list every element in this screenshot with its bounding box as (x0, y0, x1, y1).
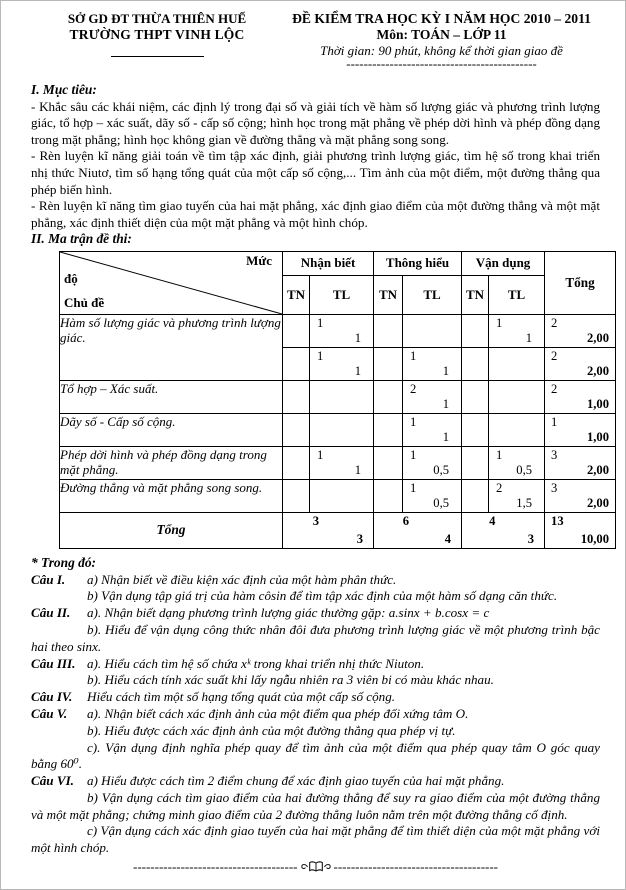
total-question-count: 13 (551, 513, 564, 528)
total-score-cell (374, 512, 462, 548)
question-note-line: Câu II. a). Nhận biết dạng phương trình lượng giác thường gặp: a.sinx + b.cosx = c (31, 605, 490, 621)
question-label: Câu IV. (31, 689, 73, 705)
total-question-count: 1 (551, 414, 558, 429)
score-cell (403, 479, 462, 512)
points-value: 1 (354, 462, 362, 477)
subject-line: Môn: TOÁN – LỚP 11 (376, 27, 507, 42)
corner-label-chu-de: Chủ đề (64, 294, 105, 310)
level-header: Vận dụng (462, 251, 545, 275)
table-row (60, 380, 616, 413)
score-cell (283, 413, 310, 446)
question-count: 1 (496, 315, 503, 330)
score-cell (462, 347, 489, 380)
topic-cell: Phép dời hình và phép đồng dạng trong mặt phẳng. (60, 446, 283, 479)
table-row (60, 413, 616, 446)
total-points-value: 2,00 (586, 462, 610, 477)
question-note-line: Câu III. a). Hiểu cách tìm hệ số chứa xᵏ trong khai triển nhị thức Niuton. (31, 655, 425, 671)
score-cell (374, 347, 403, 380)
document-header (31, 11, 600, 69)
corner-label-do: độ (64, 270, 78, 286)
score-cell (489, 446, 545, 479)
score-cell (489, 380, 545, 413)
total-question-count: 2 (551, 381, 558, 396)
total-points-value: 1,00 (586, 429, 610, 444)
score-cell (403, 446, 462, 479)
question-note-line: b) Vận dụng tập giá trị của hàm côsin để tìm tập xác định của một hàm số dạng căn thức. (87, 588, 558, 604)
score-cell (374, 314, 403, 347)
footer-ornament-line (31, 860, 600, 874)
score-cell (310, 446, 374, 479)
subcol-header-tn: TN (283, 275, 310, 314)
level-header: Thông hiểu (374, 251, 462, 275)
subcol-header-tl: TL (403, 275, 462, 314)
department-name: SỞ GD ĐT THỪA THIÊN HUẾ (67, 11, 247, 26)
score-cell (374, 413, 403, 446)
total-question-count: 3 (551, 480, 558, 495)
question-count: 2 (410, 381, 417, 396)
question-note-line: Câu VI. a) Hiểu được cách tìm 2 điểm chung để xác định giao tuyến của hai mặt phẳng. (31, 773, 505, 789)
points-value: 3 (527, 531, 535, 546)
score-cell (310, 380, 374, 413)
score-cell (403, 347, 462, 380)
total-row-label: Tổng (60, 512, 283, 548)
score-cell (462, 446, 489, 479)
score-cell (489, 413, 545, 446)
total-points-value: 1,00 (586, 396, 610, 411)
subcol-header-tl: TL (489, 275, 545, 314)
score-cell (283, 380, 310, 413)
topic-cell: Tổ hợp – Xác suất. (60, 380, 283, 413)
open-book-ornament-icon (299, 860, 333, 874)
question-count: 1 (317, 447, 324, 462)
question-count: 1 (410, 414, 417, 429)
score-cell (403, 413, 462, 446)
header-left-block (31, 11, 283, 69)
row-total-cell (545, 347, 616, 380)
points-value: 4 (444, 531, 452, 546)
total-question-count: 2 (551, 315, 558, 330)
points-value: 1 (354, 330, 362, 345)
section-objectives (31, 82, 600, 231)
section-objectives-title: I. Mục tiêu: (31, 82, 97, 97)
score-cell (374, 380, 403, 413)
total-points-value: 2,00 (586, 330, 610, 345)
header-right-divider: -------------------------------------------- (346, 56, 537, 71)
question-note-line: Câu I. a) Nhận biết về điều kiện xác định của một hàm phân thức. (31, 571, 397, 587)
header-left-divider (111, 56, 204, 57)
score-cell (462, 413, 489, 446)
question-label: Câu V. (31, 705, 68, 721)
points-value: 0,5 (433, 462, 450, 477)
topic-cell: Hàm số lượng giác và phương trình lượng giác. (60, 314, 283, 380)
score-cell (374, 446, 403, 479)
subcol-header-tl: TL (310, 275, 374, 314)
matrix-header-row (60, 251, 616, 275)
question-note-line: b). Hiểu cách tính xác suất khi lấy ngẫu nhiên ra 3 viên bi có màu khác nhau. (87, 672, 494, 688)
question-count: 1 (317, 315, 324, 330)
section-matrix-title: II. Ma trận đề thi: (31, 231, 132, 247)
footer-dashes-right: -------------------------------------- (333, 859, 499, 875)
points-value: 1 (442, 396, 450, 411)
points-value: 3 (356, 531, 364, 546)
score-cell (462, 479, 489, 512)
score-cell (462, 380, 489, 413)
question-note-line: b) Vận dụng cách tìm giao điểm của hai đường thẳng để suy ra giao điểm của một đường thẳng và một mặt phẳng; chứng minh giao điểm của 2 đường thẳng luôn nằm trên một đường thẳng cố định. (31, 789, 600, 822)
section-details-title: * Trong đó: (31, 554, 96, 570)
score-cell (403, 314, 462, 347)
table-total-row (60, 512, 616, 548)
points-value: 0,5 (516, 462, 533, 477)
score-cell (489, 347, 545, 380)
row-total-cell (545, 413, 616, 446)
question-note-line: c). Vận dụng định nghĩa phép quay để tìm ảnh của một điểm qua phép quay tâm O góc quay bằng 60⁰. (31, 739, 600, 772)
school-name: TRƯỜNG THPT VINH LỘC (69, 27, 245, 42)
question-count: 3 (312, 513, 319, 528)
question-note-line: Câu V. a). Nhận biết cách xác định ảnh của một điểm qua phép đối xứng tâm O. (31, 705, 469, 721)
score-cell (310, 314, 374, 347)
question-label: Câu VI. (31, 773, 74, 789)
score-cell (310, 347, 374, 380)
question-count: 4 (489, 513, 496, 528)
duration-line: Thời gian: 90 phút, không kể thời gian giao đề (320, 43, 563, 58)
question-count: 2 (496, 480, 503, 495)
row-total-cell (545, 446, 616, 479)
row-total-cell (545, 479, 616, 512)
points-value: 1,5 (516, 495, 533, 510)
question-label: Câu III. (31, 655, 76, 671)
row-total-cell (545, 314, 616, 347)
total-points-value: 2,00 (586, 363, 610, 378)
points-value: 1 (442, 363, 450, 378)
matrix-corner-cell (60, 251, 283, 314)
question-note-line: c) Vận dụng cách xác định giao tuyến của hai mặt phẳng để tìm thiết diện của một mặt phẳng với một hình chóp. (31, 823, 600, 856)
total-points-value: 2,00 (586, 495, 610, 510)
score-cell (489, 479, 545, 512)
score-cell (403, 380, 462, 413)
table-row (60, 314, 616, 347)
total-score-cell (283, 512, 374, 548)
topic-cell: Dãy số - Cấp số cộng. (60, 413, 283, 446)
question-note-line: b). Hiểu để vận dụng công thức nhân đôi đưa phương trình lượng giác về một phương trình bậc hai theo sinx. (31, 621, 600, 654)
points-value: 0,5 (433, 495, 450, 510)
score-cell (283, 479, 310, 512)
section-details (31, 555, 600, 857)
score-cell (310, 413, 374, 446)
points-value: 1 (354, 363, 362, 378)
points-value: 1 (442, 429, 450, 444)
total-points-value: 10,00 (580, 531, 610, 546)
question-count: 1 (496, 447, 503, 462)
corner-label-muc: Mức (246, 252, 272, 268)
total-score-cell (462, 512, 545, 548)
exam-matrix-table (59, 251, 616, 549)
question-count: 6 (402, 513, 410, 528)
exam-title: ĐỀ KIỂM TRA HỌC KỲ I NĂM HỌC 2010 – 2011 (292, 11, 591, 26)
score-cell (283, 314, 310, 347)
total-question-count: 3 (551, 447, 558, 462)
question-count: 1 (410, 480, 417, 495)
table-row (60, 446, 616, 479)
objectives-paragraph: - Rèn luyện kĩ năng giải toán về tìm tập xác định, giải phương trình lượng giác, tìm hệ số trong khai triển nhị thức Niutơ, tìm số hạng tổng quát của một cấp số cộng,... Tìm ảnh của một điểm, một đường thẳng qua phép biến hình. (31, 148, 600, 197)
header-right-block (283, 11, 600, 69)
total-question-count: 2 (551, 348, 558, 363)
question-count: 1 (317, 348, 324, 363)
question-note-line: b). Hiểu được cách xác định ảnh của một đường thẳng qua phép vị tự. (87, 722, 456, 738)
level-header: Nhận biết (283, 251, 374, 275)
score-cell (462, 314, 489, 347)
footer-dashes-left: -------------------------------------- (132, 859, 298, 875)
topic-cell: Đường thẳng và mặt phẳng song song. (60, 479, 283, 512)
question-label: Câu II. (31, 605, 71, 621)
points-value: 1 (525, 330, 533, 345)
grand-total-cell (545, 512, 616, 548)
score-cell (283, 347, 310, 380)
score-cell (283, 446, 310, 479)
subcol-header-tn: TN (374, 275, 403, 314)
score-cell (489, 314, 545, 347)
question-label: Câu I. (31, 571, 66, 587)
row-total-cell (545, 380, 616, 413)
total-column-header: Tổng (545, 251, 616, 314)
table-row (60, 479, 616, 512)
question-count: 1 (410, 447, 417, 462)
objectives-paragraph: - Rèn luyện kĩ năng tìm giao tuyến của hai mặt phẳng, xác định giao điểm của một đường thẳng và một mặt phẳng, xác định thiết diện của một mặt phẳng và một hình chóp. (31, 198, 600, 230)
score-cell (310, 479, 374, 512)
question-notes (31, 572, 600, 858)
objectives-paragraph: - Khắc sâu các khái niệm, các định lý trong đại số và giải tích về hàm số lượng giác và phương trình lượng giác, tổ hợp – xác suất, dãy số - cấp số cộng; hình học trong mặt phẳng về phép dời hình và phép đồng dạng trong mặt phẳng; hình học không gian về đường thẳng và mặt phẳng song song. (31, 98, 600, 147)
question-count: 1 (410, 348, 417, 363)
subcol-header-tn: TN (462, 275, 489, 314)
question-note-line: Câu IV. Hiểu cách tìm một số hạng tổng quát của một cấp số cộng. (31, 689, 396, 705)
score-cell (374, 479, 403, 512)
